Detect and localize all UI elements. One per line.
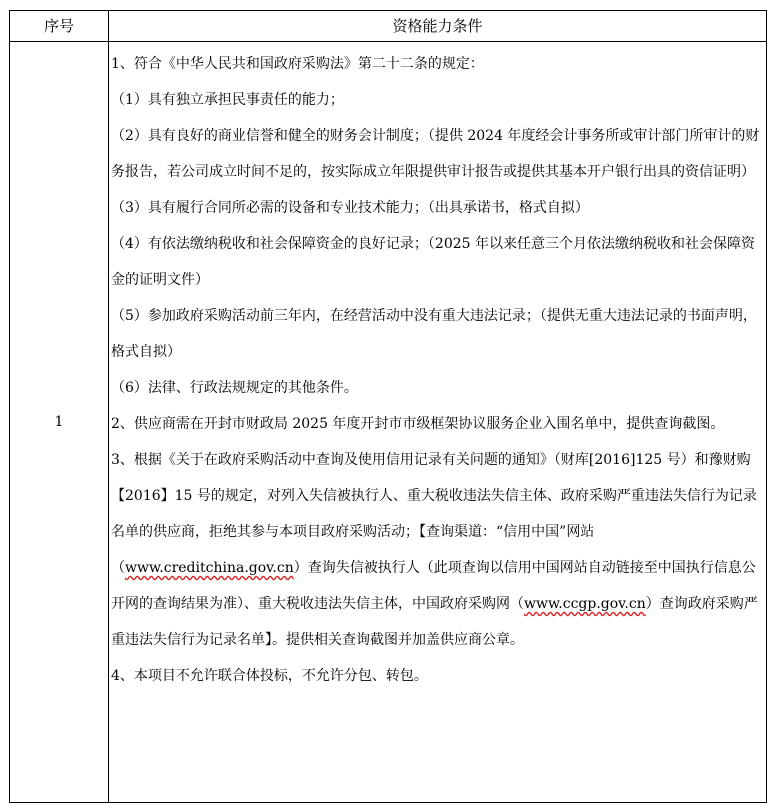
condition-item: （2）具有良好的商业信誉和健全的财务会计制度；（提供 2024 年度经会计事务所或审计部门所审计的财务报告，若公司成立时间不足的，按实际成立年限提供审计报告或提供其基本开户银行出具的资信证明） <box>111 128 760 180</box>
qualification-table <box>9 10 767 803</box>
item3-text-part2: ）查询失信被执行人（此项查询以信用中国网站自动链接至中国执行信息公开网的查询结果为准）、重大税收违法失信主体，中国政府采购网（ <box>111 560 756 612</box>
item3-text-part3: ）查询政府采购严重违法失信行为记录名单】。提供相关查询截图并加盖供应商公章。 <box>111 596 758 648</box>
creditchina-url: www.creditchina.gov.cn <box>125 560 294 576</box>
conditions-cell <box>111 46 765 694</box>
condition-item: 4、本项目不允许联合体投标，不允许分包、转包。 <box>111 668 428 684</box>
ccgp-url: www.ccgp.gov.cn <box>524 596 646 612</box>
condition-item: 2、供应商需在开封市财政局 2025 年度开封市市级框架协议服务企业入围名单中，提供查询截图。 <box>111 416 725 432</box>
condition-item: （1）具有独立承担民事责任的能力； <box>111 92 344 108</box>
condition-item-3 <box>111 442 765 658</box>
item3-text-part1: 3、根据《关于在政府采购活动中查询及使用信用记录有关问题的通知》（财库[2016]125 号）和豫财购【2016】15 号的规定，对列入失信被执行人、重大税收违法失信主体、政府采购严重违法失信行为记录名单的供应商，拒绝其参与本项目政府采购活动；【查询渠道：“信用中国”网站（ <box>111 452 757 576</box>
column-divider <box>108 11 109 802</box>
condition-item: （5）参加政府采购活动前三年内，在经营活动中没有重大违法记录；（提供无重大违法记录的书面声明，格式自拟） <box>111 308 757 360</box>
row-seq-number: 1 <box>54 414 64 430</box>
table-header-row <box>10 11 766 42</box>
header-seq: 序号 <box>43 17 74 35</box>
condition-item: 1、符合《中华人民共和国政府采购法》第二十二条的规定： <box>111 56 484 72</box>
condition-item: （4）有依法缴纳税收和社会保障资金的良好记录；（2025 年以来任意三个月依法缴纳税收和社会保障资金的证明文件） <box>111 236 755 288</box>
header-conditions: 资格能力条件 <box>392 17 483 35</box>
condition-item: （3）具有履行合同所必需的设备和专业技术能力；（出具承诺书，格式自拟） <box>111 200 589 216</box>
condition-item: （6）法律、行政法规规定的其他条件。 <box>111 380 358 396</box>
